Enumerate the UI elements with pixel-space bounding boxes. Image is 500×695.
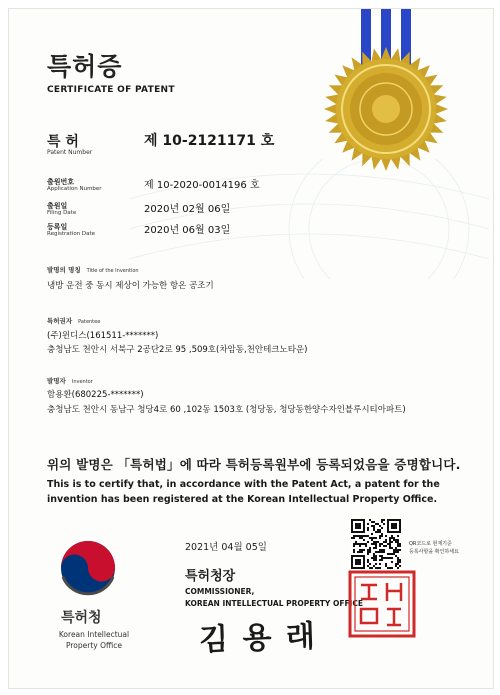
certificate-page [8,8,494,689]
filing-date-label-en: Filing Date [47,210,77,216]
commissioner-title-en [185,586,363,610]
invention-title-value: 냉방 운전 중 동시 제상이 가능한 항온 공조기 [47,281,214,291]
filing-date-label: 출원일 [47,202,68,210]
inventor-label-en: Inventor [71,379,93,385]
qr-code-icon[interactable] [351,519,401,569]
org-name-ko: 특허청 [61,610,102,626]
patent-number-label-en: Patent Number [47,149,93,156]
registration-date-label-en: Registration Date [47,231,96,237]
application-number-label: 출원번호 [47,178,75,186]
inventor-address: 충청남도 천안시 동남구 청당4로 60 ,102동 1503호 (청당동, 청당동한양수자인블루시티아파트) [47,405,406,415]
patent-number-label: 특 허 [47,134,79,150]
qr-note-line2: 등록사항을 확인하세요 [409,549,459,555]
filing-date-value: 2020년 02월 06일 [144,204,231,215]
org-name-en [49,629,139,651]
registration-date-value: 2020년 06월 03일 [144,225,231,236]
invention-title-label: 발명의 명칭 Title of the Invention [47,266,139,274]
application-number-value: 제 10-2020-0014196 호 [144,180,260,191]
gold-seal [321,9,461,179]
certification-statement-en: This is to certify that, in accordance with the Patent Act, a patent for the invention has been registered at the Korean Intellectual Property Office. [47,479,440,505]
commissioner-title-ko: 특허청장 [185,569,236,584]
patentee-label-en: Patentee [78,319,101,325]
commissioner-signature: 김 용 래 [198,618,318,659]
patentee-address: 충청남도 천안시 서북구 2공단2로 95 ,509호(차암동,천안테크노타운) [47,345,308,355]
taegeuk-logo [57,537,119,599]
registration-date-label: 등록일 [47,223,68,231]
official-seal-stamp [347,569,417,639]
certification-statement-ko: 위의 발명은 「특허법」에 따라 특허등록원부에 등록되었음을 증명합니다. [47,457,461,472]
qr-note-line1: QR코드로 현재기준 [409,541,452,547]
inventor-name: 함용환(680225-*******) [47,390,144,400]
org-name-en-line2: Property Office [65,641,122,650]
application-number-label-en: Application Number [47,186,102,192]
qr-note [409,540,459,556]
issue-date: 2021년 04월 05일 [185,542,267,553]
patentee-label: 특허권자 Patentee [47,317,101,325]
patent-number-value: 제 10-2121171 호 [144,133,275,149]
inventor-label: 발명자 Inventor [47,377,93,385]
page-subtitle: CERTIFICATE OF PATENT [47,85,175,95]
commissioner-title-en-line2: KOREAN INTELLECTUAL PROPERTY OFFICE [185,599,364,608]
commissioner-title-en-line1: COMMISSIONER, [185,587,255,596]
page-title: 특허증 [47,52,123,81]
invention-title-label-en: Title of the Invention [86,268,139,274]
patentee-name: (주)윈디스(161511-*******) [47,331,159,341]
org-name-en-line1: Korean Intellectual [58,630,130,639]
